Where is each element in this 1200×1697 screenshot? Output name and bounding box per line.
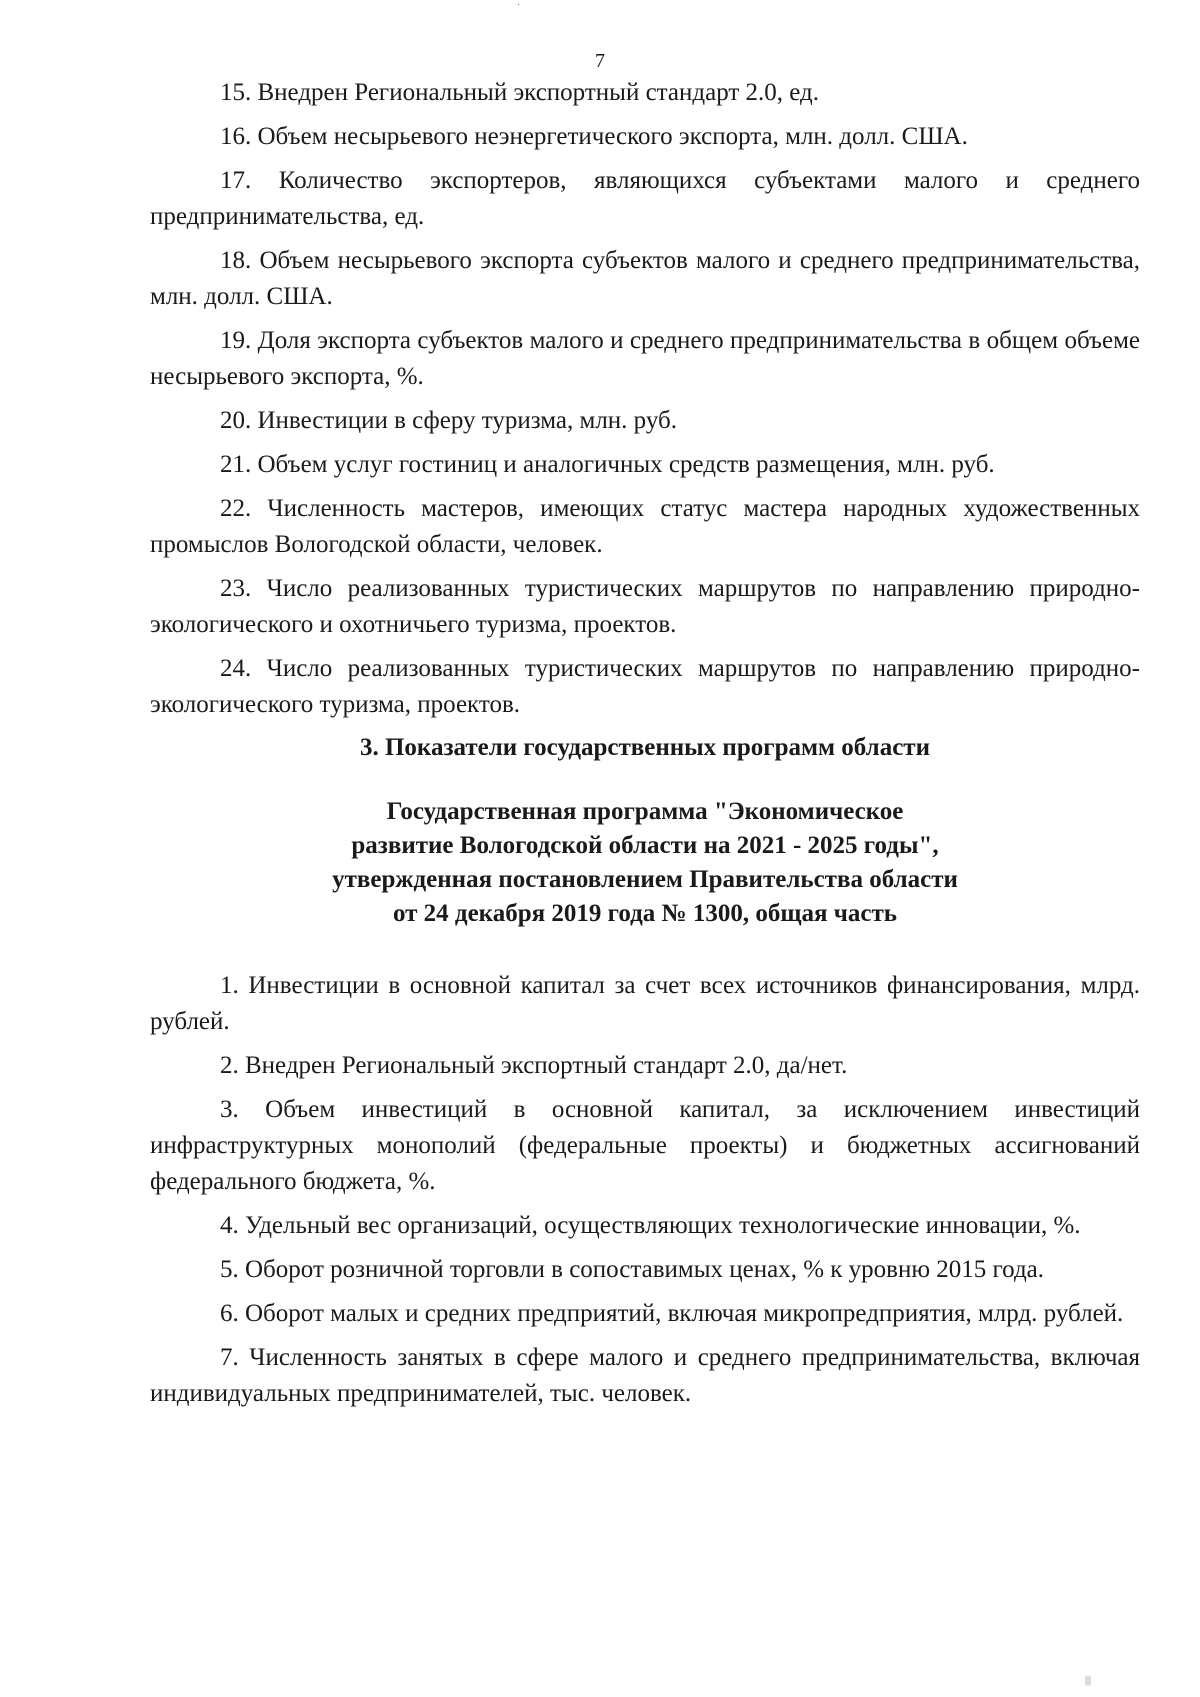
list-item: 20. Инвестиции в сферу туризма, млн. руб. <box>220 407 677 434</box>
list-item: 6. Оборот малых и средних предприятий, включая микропредприятия, млрд. рублей. <box>220 1300 1124 1327</box>
program-heading-line: от 24 декабря 2019 года № 1300, общая часть <box>392 900 897 927</box>
list-item: 18. Объем несырьевого экспорта субъектов малого и среднего предпринимательства, млн. долл. США. <box>150 247 1140 310</box>
list-item: 1. Инвестиции в основной капитал за счет всех источников финансирования, млрд. рублей. <box>150 972 1140 1035</box>
indicator-list-top <box>150 75 1140 731</box>
program-heading-line: утвержденная постановлением Правительства области <box>332 866 958 893</box>
list-item: 7. Численность занятых в сфере малого и среднего предпринимательства, включая индивидуальных предпринимателей, тыс. человек. <box>150 1344 1140 1407</box>
list-item: 23. Число реализованных туристических маршрутов по направлению природно-экологического и охотничьего туризма, проектов. <box>150 575 1140 638</box>
list-item: 17. Количество экспортеров, являющихся субъектами малого и среднего предпринимательства, ед. <box>150 167 1140 230</box>
list-item: 22. Численность мастеров, имеющих статус мастера народных художественных промыслов Вологодской области, человек. <box>150 495 1140 558</box>
list-item: 24. Число реализованных туристических маршрутов по направлению природно-экологического туризма, проектов. <box>150 655 1140 718</box>
indicator-list-bottom <box>150 968 1140 1420</box>
scan-speck: ||| <box>1085 1675 1092 1686</box>
scan-speck: · <box>517 0 521 11</box>
list-item: 2. Внедрен Региональный экспортный стандарт 2.0, да/нет. <box>220 1052 848 1079</box>
list-item: 5. Оборот розничной торговли в сопоставимых ценах, % к уровню 2015 года. <box>220 1256 1045 1283</box>
list-item: 19. Доля экспорта субъектов малого и среднего предпринимательства в общем объеме несырьевого экспорта, %. <box>150 327 1140 390</box>
page-number: 7 <box>595 50 605 72</box>
list-item: 4. Удельный вес организаций, осуществляющих технологические инновации, %. <box>220 1212 1081 1239</box>
list-item: 15. Внедрен Региональный экспортный стандарт 2.0, ед. <box>220 79 820 106</box>
program-heading <box>150 795 1140 931</box>
list-item: 3. Объем инвестиций в основной капитал, за исключением инвестиций инфраструктурных монополий (федеральные проекты) и бюджетных ассигнований федерального бюджета, %. <box>150 1096 1140 1195</box>
list-item: 21. Объем услуг гостиниц и аналогичных средств размещения, млн. руб. <box>220 451 995 478</box>
list-item: 16. Объем несырьевого неэнергетического экспорта, млн. долл. США. <box>220 123 968 150</box>
program-heading-line: Государственная программа "Экономическое <box>386 798 904 825</box>
section-heading: 3. Показатели государственных программ области <box>359 734 930 761</box>
program-heading-line: развитие Вологодской области на 2021 - 2025 годы", <box>351 832 939 859</box>
